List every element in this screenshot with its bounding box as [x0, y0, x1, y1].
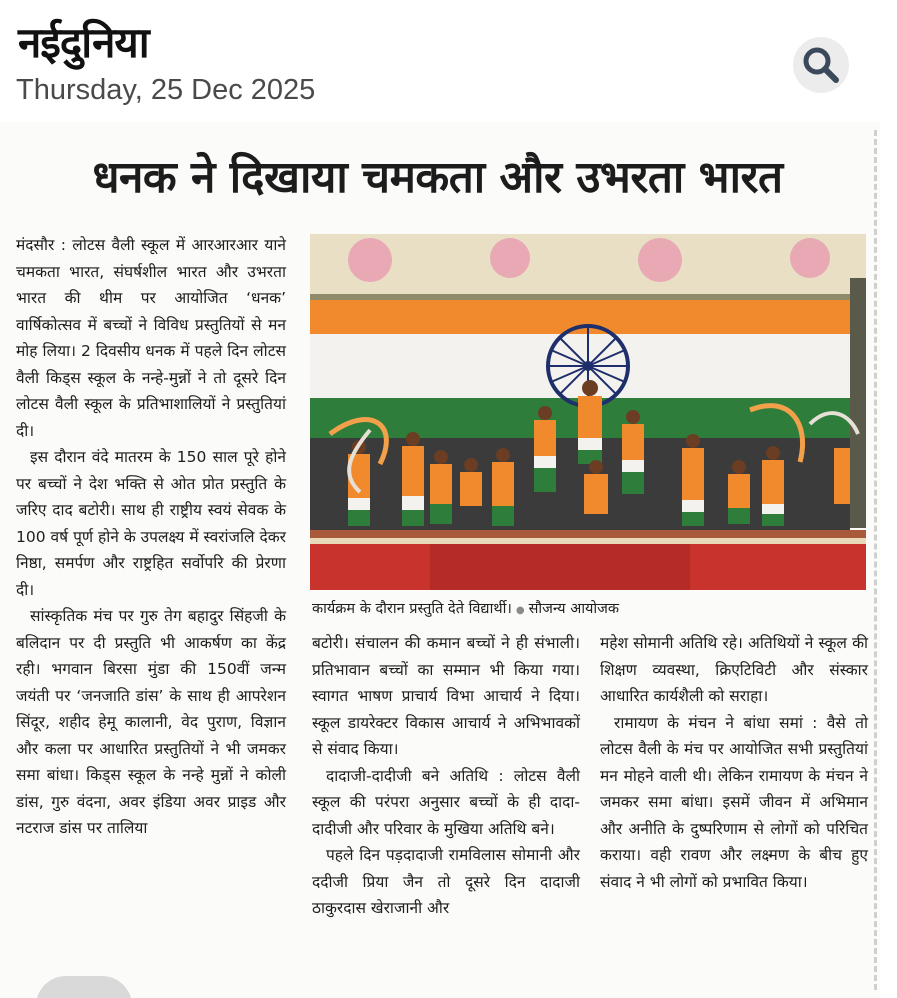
brand-logo[interactable]: नईदुनिया: [18, 18, 149, 67]
paragraph: सांस्कृतिक मंच पर गुरु तेग बहादुर सिंहजी के बलिदान पर दी प्रस्तुति भी आकर्षण का केंद्र रही। भगवान बिरसा मुंडा की 150वीं जन्म जयंती पर ‘जनजाति डांस’ के साथ ही आपरेशन सिंदूर, शहीद हेमू कालानी, वेद पुराण, विज्ञान और कला पर आधारित प्रस्तुतियों ने भी जमकर समा बांधा। किड्स स्कूल के नन्हे मुन्नों ने कोली डांस, गुरु वंदना, अवर इंडिया अवर प्राइड और नटराज डांस पर तालिया: [16, 607, 286, 837]
paragraph: मंदसौर : लोटस वैली स्कूल में आरआरआर याने चमकता भारत, संघर्षशील भारत और उभरता भारत की थीम पर आयोजित ‘धनक’ वार्षिकोत्सव में बच्चों ने विविध प्रस्तुतियों से मन मोह लिया। 2 दिवसीय धनक में पहले दिन लोटस वैली किड्स स्कूल के नन्हे-मुन्नों ने तो दूसरे दिन लोटस वैली स्कूल के प्रतिभाशालियों ने प्रस्तुतियां दी।: [16, 236, 286, 440]
clip-edge-divider: [874, 130, 877, 990]
event-photo: [310, 234, 866, 590]
paragraph: रामायण के मंचन ने बांधा समां : वैसे तो लोटस वैली के मंच पर आयोजित सभी प्रस्तुतियां मन मोहने वाली थी। लेकिन रामायण के मंचन ने जमकर समा बांधा। इसमें जीवन में अभिमान और अनीति के दुष्परिणाम से लोगों को परिचित कराया। वही रावण और लक्ष्मण के बीच हुए संवाद ने भी लोगों को प्रभावित किया।: [600, 713, 868, 891]
article-headline: धनक ने दिखाया चमकता और उभरता भारत: [92, 152, 783, 203]
article-column-3: [600, 630, 868, 895]
article-column-2: [312, 630, 580, 922]
caption-text: कार्यक्रम के दौरान प्रस्तुति देते विद्यार्थी।: [312, 601, 512, 617]
app-header: [0, 0, 897, 118]
bullet-icon: ●: [515, 605, 525, 616]
paragraph: दादाजी-दादीजी बने अतिथि : लोटस वैली स्कूल की परंपरा अनुसार बच्चों के ही दादा-दादीजी और परिवार के मुखिया अतिथि बने।: [312, 766, 580, 838]
photo-caption: [312, 598, 868, 618]
paragraph: बटोरी। संचालन की कमान बच्चों ने ही संभाली। प्रतिभावान बच्चों का सम्मान भी किया गया। स्वागत भाषण प्राचार्य विभा आचार्य ने दिया। स्कूल डायरेक्टर विकास आचार्य ने अभिभावकों से संवाद किया।: [312, 634, 580, 758]
photo-credit: सौजन्य आयोजक: [528, 601, 620, 617]
paragraph: इस दौरान वंदे मातरम के 150 साल पूरे होने पर बच्चों ने देश भक्ति से ओत प्रोत प्रस्तुति के जरिए दाद बटोरी। साथ ही राष्ट्रीय स्वयं सेवक के 100 वर्ष पूर्ण होने के उपलक्ष्य में स्वरांजलि देकर निष्ठा, समर्पण और राष्ट्रहित सर्वोपरि की प्रेरणा दी।: [16, 448, 286, 599]
article-column-1: [16, 232, 286, 842]
paragraph: महेश सोमानी अतिथि रहे। अतिथियों ने स्कूल की शिक्षण व्यवस्था, क्रिएटिविटी और संस्कार आधारित कार्यशैली को सराहा।: [600, 634, 868, 705]
paragraph: पहले दिन पड़दादाजी रामविलास सोमानी और ददीजी प्रिया जैन तो दूसरे दिन दादाजी ठाकुरदास खेराजानी और: [312, 846, 580, 917]
search-icon[interactable]: [792, 36, 850, 94]
edition-date: Thursday, 25 Dec 2025: [16, 74, 316, 106]
